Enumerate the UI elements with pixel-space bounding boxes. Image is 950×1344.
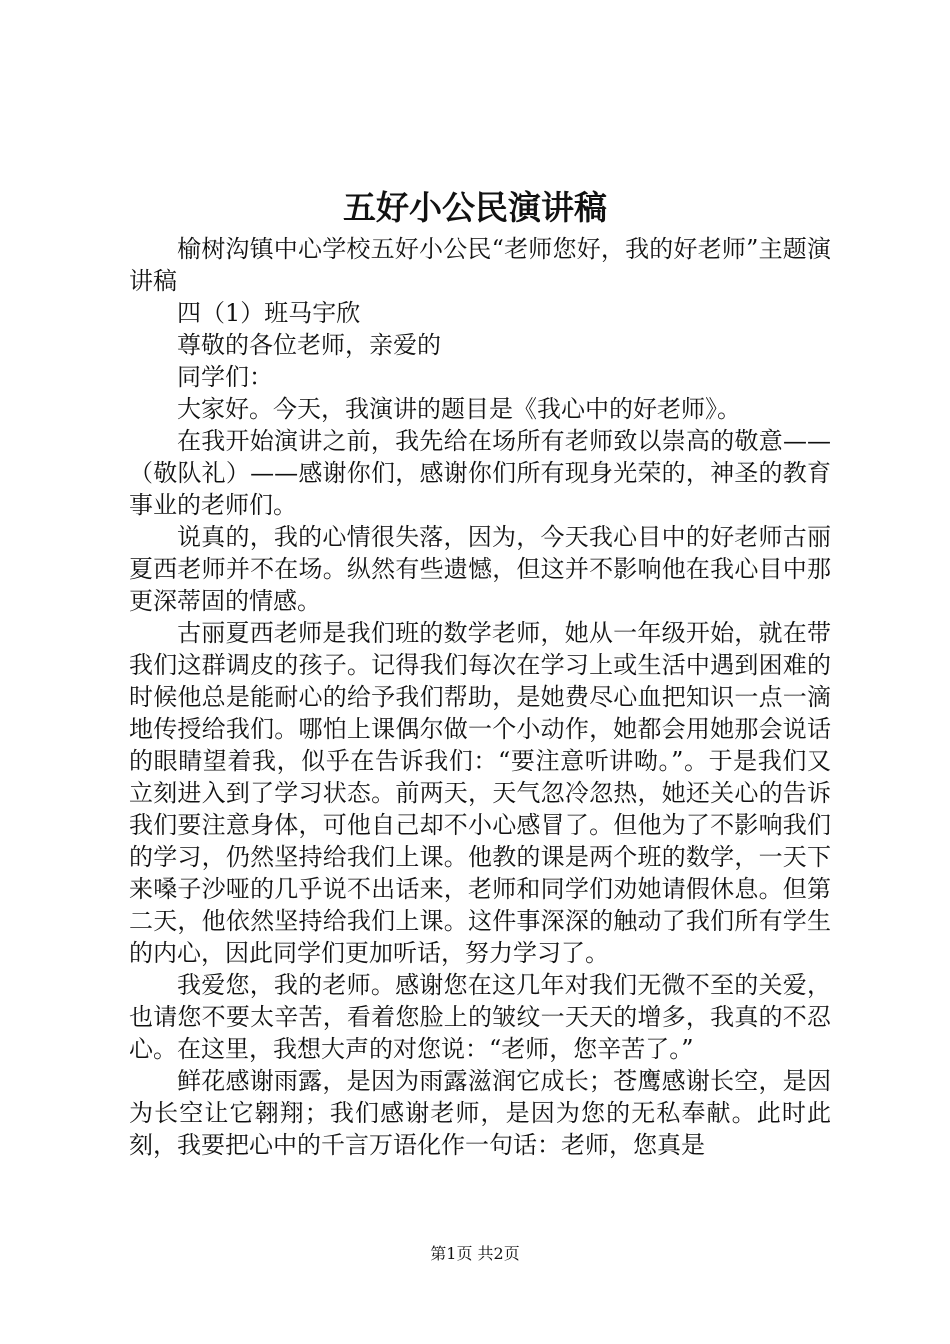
paragraph-salutation-2: 同学们： bbox=[177, 363, 273, 391]
paragraph-author: 四（1）班马宇欣 bbox=[177, 299, 361, 327]
document-title: 五好小公民演讲稿 bbox=[343, 188, 607, 227]
paragraph-opening: 在我开始演讲之前，我先给在场所有老师致以崇高的敬意——（敬队礼）——感谢你们，感谢你们所有现身光荣的，神圣的教育事业的老师们。 bbox=[129, 427, 831, 519]
paragraph-heading-line: 榆树沟镇中心学校五好小公民“老师您好，我的好老师”主题演讲稿 bbox=[129, 235, 831, 295]
paragraph-story: 古丽夏西老师是我们班的数学老师，她从一年级开始，就在带我们这群调皮的孩子。记得我们每次在学习上或生活中遇到困难的时候他总是能耐心的给予我们帮助，是她费尽心血把知识一点一滴地传授给我们。哪怕上课偶尔做一个小动作，她都会用她那会说话的眼睛望着我，似乎在告诉我们：“要注意听讲呦。”。于是我们又立刻进入到了学习状态。前两天，天气忽冷忽热，她还关心的告诉我们要注意身体，可他自己却不小心感冒了。但他为了不影响我们的学习，仍然坚持给我们上课。他教的课是两个班的数学，一天下来嗓子沙哑的几乎说不出话来，老师和同学们劝她请假休息。但第二天，他依然坚持给我们上课。这件事深深的触动了我们所有学生的内心，因此同学们更加听话，努力学习了。 bbox=[129, 619, 831, 967]
page-footer: 第1页 共2页 bbox=[430, 1244, 520, 1263]
paragraph-gratitude: 我爱您，我的老师。感谢您在这几年对我们无微不至的关爱，也请您不要太辛苦，看着您脸上的皱纹一天天的增多，我真的不忍心。在这里，我想大声的对您说：“老师，您辛苦了。” bbox=[129, 971, 831, 1063]
paragraph-salutation-1: 尊敬的各位老师，亲爱的 bbox=[177, 331, 441, 359]
paragraph-closing: 鲜花感谢雨露，是因为雨露滋润它成长；苍鹰感谢长空，是因为长空让它翱翔；我们感谢老师，是因为您的无私奉献。此时此刻，我要把心中的千言万语化作一句话：老师，您真是 bbox=[129, 1067, 831, 1159]
paragraph-feeling: 说真的，我的心情很失落，因为，今天我心目中的好老师古丽夏西老师并不在场。纵然有些遗憾，但这并不影响他在我心目中那更深蒂固的情感。 bbox=[129, 523, 831, 615]
document-body bbox=[129, 233, 831, 1161]
paragraph-greeting: 大家好。今天，我演讲的题目是《我心中的好老师》。 bbox=[177, 395, 741, 423]
